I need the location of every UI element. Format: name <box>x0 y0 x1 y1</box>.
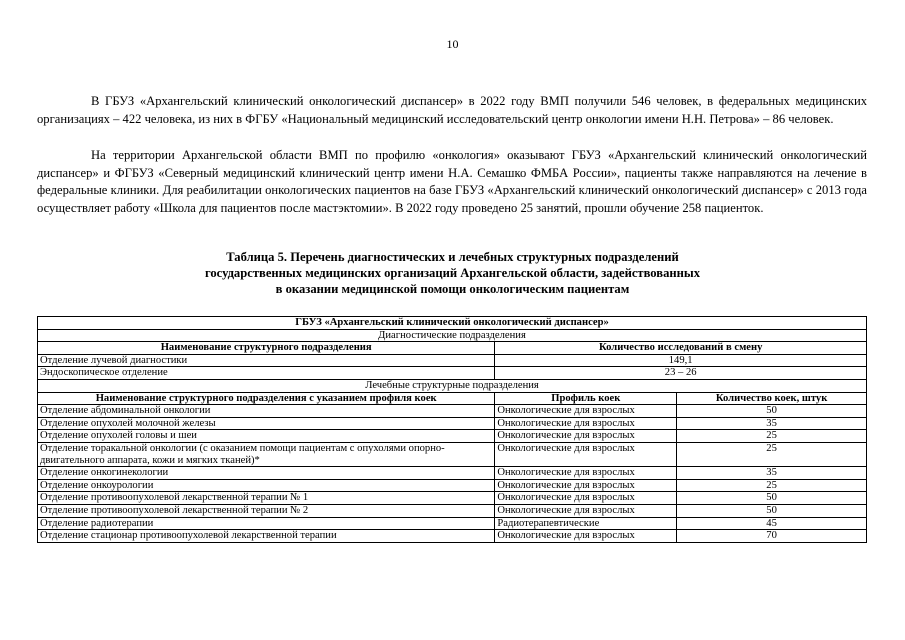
table-row <box>38 417 867 430</box>
table-title-line: в оказании медицинской помощи онкологическим пациентам <box>275 282 630 296</box>
table-row <box>38 367 867 380</box>
treatment-beds-cell: 25 <box>677 442 867 466</box>
diagnostic-section-title: Диагностические подразделения <box>38 329 867 342</box>
treatment-name-cell: Отделение абдоминальной онкологии <box>38 405 495 418</box>
treatment-name-cell: Отделение онкогинекологии <box>38 467 495 480</box>
treatment-profile-cell: Онкологические для взрослых <box>495 405 677 418</box>
diagnostic-count-cell: 23 – 26 <box>495 367 867 380</box>
treatment-beds-cell: 50 <box>677 405 867 418</box>
treatment-beds-cell: 50 <box>677 492 867 505</box>
treatment-name-cell: Отделение стационар противоопухолевой лекарственной терапии <box>38 530 495 543</box>
paragraph-vmp-oncology: На территории Архангельской области ВМП по профилю «онкология» оказывают ГБУЗ «Архангельский клинический онкологический диспансер» и ФГБУЗ «Северный медицинский клинический центр имени Н.А. Семашко ФМБА России», пациенты также направляются на лечение в федеральные клиники. Для реабилитации онкологических пациентов на базе ГБУЗ «Архангельский клинический онкологический диспансер» с 2013 года осуществляет работу «Школа для пациентов после мастэктомии». В 2022 году проведено 25 занятий, прошли обучение 258 пациенток. <box>37 148 867 215</box>
treatment-profile-cell: Онкологические для взрослых <box>495 479 677 492</box>
treatment-name-cell: Отделение радиотерапии <box>38 517 495 530</box>
treatment-profile-cell: Онкологические для взрослых <box>495 504 677 517</box>
table-row <box>38 504 867 517</box>
org-name-cell: ГБУЗ «Архангельский клинический онкологический диспансер» <box>38 317 867 330</box>
treatment-name-cell: Отделение торакальной онкологии (с оказанием помощи пациентам с опухолями опорно-двигательного аппарата, кожи и мягких тканей)* <box>38 442 495 466</box>
table-row <box>38 479 867 492</box>
treatment-profile-cell: Онкологические для взрослых <box>495 417 677 430</box>
page-number: 10 <box>446 37 459 51</box>
table-section-row <box>38 379 867 392</box>
treatment-beds-cell: 70 <box>677 530 867 543</box>
treatment-profile-cell: Онкологические для взрослых <box>495 442 677 466</box>
diagnostic-name-cell: Эндоскопическое отделение <box>38 367 495 380</box>
treatment-profile-cell: Онкологические для взрослых <box>495 492 677 505</box>
table-row <box>38 405 867 418</box>
table-row <box>38 517 867 530</box>
table-title-line: государственных медицинских организаций Архангельской области, задействованных <box>204 266 701 280</box>
treatment-profile-cell: Онкологические для взрослых <box>495 530 677 543</box>
treatment-name-cell: Отделение противоопухолевой лекарственной терапии № 2 <box>38 504 495 517</box>
table-row <box>38 530 867 543</box>
table-row <box>38 354 867 367</box>
paragraph-vmp-stats: В ГБУЗ «Архангельский клинический онкологический диспансер» в 2022 году ВМП получили 546 человек, в федеральных медицинских организациях – 422 человека, из них в ФГБУ «Национальный медицинский исследовательский центр онкологии имени Н.Н. Петрова» – 86 человек. <box>37 94 867 126</box>
treatment-beds-cell: 35 <box>677 467 867 480</box>
diagnostic-header-name: Наименование структурного подразделения <box>38 342 495 355</box>
diagnostic-count-cell: 149,1 <box>495 354 867 367</box>
table-title <box>60 249 845 297</box>
treatment-name-cell: Отделение опухолей головы и шеи <box>38 430 495 443</box>
table-row <box>38 492 867 505</box>
treatment-beds-cell: 25 <box>677 430 867 443</box>
departments-table <box>37 316 867 543</box>
treatment-profile-cell: Радиотерапевтические <box>495 517 677 530</box>
table-section-row <box>38 329 867 342</box>
treatment-beds-cell: 45 <box>677 517 867 530</box>
table-header-row <box>38 392 867 405</box>
treatment-name-cell: Отделение противоопухолевой лекарственной терапии № 1 <box>38 492 495 505</box>
table-org-row <box>38 317 867 330</box>
treatment-profile-cell: Онкологические для взрослых <box>495 467 677 480</box>
treatment-name-cell: Отделение опухолей молочной железы <box>38 417 495 430</box>
diagnostic-name-cell: Отделение лучевой диагностики <box>38 354 495 367</box>
table-row <box>38 467 867 480</box>
treatment-header-profile: Профиль коек <box>495 392 677 405</box>
diagnostic-header-count: Количество исследований в смену <box>495 342 867 355</box>
table-title-line: Таблица 5. Перечень диагностических и лечебных структурных подразделений <box>226 250 679 264</box>
treatment-beds-cell: 35 <box>677 417 867 430</box>
treatment-name-cell: Отделение онкоурологии <box>38 479 495 492</box>
treatment-header-name: Наименование структурного подразделения с указанием профиля коек <box>38 392 495 405</box>
table-header-row <box>38 342 867 355</box>
treatment-beds-cell: 25 <box>677 479 867 492</box>
treatment-header-beds: Количество коек, штук <box>677 392 867 405</box>
treatment-profile-cell: Онкологические для взрослых <box>495 430 677 443</box>
treatment-section-title: Лечебные структурные подразделения <box>38 379 867 392</box>
treatment-beds-cell: 50 <box>677 504 867 517</box>
table-row <box>38 442 867 466</box>
table-row <box>38 430 867 443</box>
